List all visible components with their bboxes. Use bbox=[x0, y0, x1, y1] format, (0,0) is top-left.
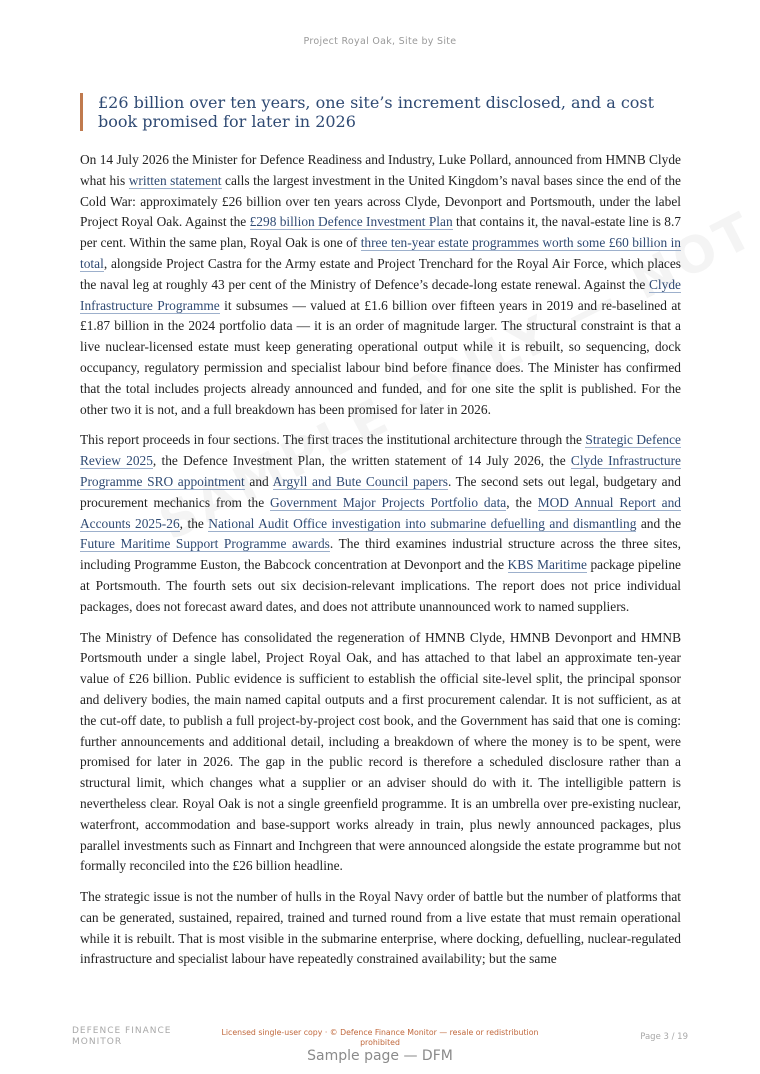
paragraph-1-text: On 14 July 2026 the Minister for Defence Readiness and Industry, Luke Pollard, announced from HMNB Clyde what his bbox=[80, 152, 681, 188]
section-heading-block bbox=[80, 93, 680, 131]
paragraph-2-text: package pipeline at Portsmouth. The fourth sets out six decision-relevant implications. The report does not price individual packages, does not forecast award dates, and does not attribute unannounced work to named suppliers. bbox=[80, 557, 681, 614]
paragraph-1-text: it subsumes — valued at £1.6 billion over fifteen years in 2019 and re-baselined at £1.87 billion in the 2024 portfolio data — it is an order of magnitude larger. The structural constraint is that a live nuclear-licensed estate must keep generating operational output while it is rebuilt, so sequencing, dock occupancy, regulatory permission and specialist labour bind before finance does. The Minister has confirmed that the total includes projects already announced and funded, and for one site the split is published. For the other two it is not, and a full breakdown has been promised for later in 2026. bbox=[80, 297, 682, 417]
paragraph-1-text: , alongside Project Castra for the Army estate and Project Trenchard for the Royal Air Force, which places the naval leg at roughly 43 per cent of the Ministry of Defence’s decade-long estate renewal. Against the bbox=[80, 255, 681, 292]
paragraph-2-text: and bbox=[244, 473, 273, 489]
section-heading: £26 billion over ten years, one site’s increment disclosed, and a cost book promised for later in 2026 bbox=[98, 93, 655, 131]
paragraph-2-text: This report proceeds in four sections. The first traces the institutional architecture through the bbox=[80, 432, 586, 448]
paragraph-4: The strategic issue is not the number of hulls in the Royal Navy order of battle but the number of platforms that can be generated, sustained, repaired, trained and turned round from a live estate that must remain operational while it is rebuilt. That is most visible in the submarine enterprise, where docking, defuelling, nuclear-regulated infrastructure and specialist labour have repeatedly constrained availability; but the same bbox=[80, 889, 681, 967]
link-nao-investigation[interactable]: National Audit Office investigation into submarine defuelling and dismantling bbox=[208, 515, 637, 531]
paragraph-1 bbox=[80, 150, 681, 420]
paragraph-2-text: , the bbox=[179, 515, 209, 531]
paragraph-2 bbox=[80, 430, 681, 617]
paragraph-1-text: that contains it, the naval-estate line is 8.7 per cent. Within the same plan, Royal Oak is one of bbox=[80, 214, 682, 251]
link-estate-programmes[interactable]: three ten-year estate programmes worth some £60 billion in total bbox=[80, 235, 681, 271]
paragraph-1-text: calls the largest investment in the United Kingdom’s naval bases since the end of the Cold War: approximately £26 billion over ten years across Clyde, Devonport and Portsmouth, under the label Project Royal Oak. Against the bbox=[80, 172, 681, 230]
paragraph-2-text: . The third examines industrial structure across the three sites, including Programme Euston, the Babcock concentration at Devonport and the bbox=[80, 536, 681, 573]
footer-license-line-2: prohibited bbox=[360, 1038, 400, 1047]
link-council-papers[interactable]: Argyll and Bute Council papers bbox=[272, 473, 448, 489]
link-defence-investment-plan[interactable]: £298 billion Defence Investment Plan bbox=[249, 214, 453, 230]
paragraph-2-text: . The second sets out legal, budgetary and procurement mechanics from the bbox=[80, 473, 681, 510]
link-sro-appointment[interactable]: Clyde Infrastructure Programme SRO appointment bbox=[80, 453, 681, 489]
footer-brand bbox=[72, 1026, 192, 1048]
link-strategic-defence-review[interactable]: Strategic Defence Review 2025 bbox=[80, 432, 681, 469]
sample-page-label: Sample page — DFM bbox=[307, 1048, 453, 1064]
paragraph-2-text: , the bbox=[506, 494, 538, 510]
link-written-statement[interactable]: written statement bbox=[128, 172, 222, 188]
link-clyde-infrastructure-programme[interactable]: Clyde Infrastructure Programme bbox=[80, 276, 681, 313]
body-content bbox=[80, 150, 681, 980]
link-mod-annual-report[interactable]: MOD Annual Report and Accounts 2025-26 bbox=[80, 494, 681, 531]
paragraph-3: The Ministry of Defence has consolidated the regeneration of HMNB Clyde, HMNB Devonport and HMNB Portsmouth under a single label, Project Royal Oak, and has attached to that label an approximate ten-year value of £26 billion. Public evidence is sufficient to establish the official site-level split, the principal sponsor and delivery bodies, the main named capital outputs and a first procurement calendar. It is not sufficient, as at the cut-off date, to publish a full project-by-project cost book, and the Government has said that one is coming: further announcements and additional detail, including a breakdown of where the money is to be spent, were promised for later in 2026. The gap in the public record is therefore a scheduled disclosure rather than a structural limit, which changes what a supplier or an adviser should do with it. The intelligible pattern is nevertheless clear. Royal Oak is not a single greenfield programme. It is an umbrella over pre-existing nuclear, waterfront, accommodation and base-support works already in train, plus newly announced packages, plus parallel investments such as Finnart and Inchgreen that were announced alongside the estate programme but not formally reconciled into the £26 billion headline. bbox=[80, 629, 681, 874]
footer-license-notice bbox=[220, 1028, 540, 1048]
running-header: Project Royal Oak, Site by Site bbox=[303, 36, 457, 47]
footer-brand-line-1: DEFENCE FINANCE bbox=[72, 1026, 172, 1036]
footer-license-line-1: Licensed single-user copy · © Defence Finance Monitor — resale or redistribution bbox=[221, 1028, 539, 1037]
link-kbs-maritime[interactable]: KBS Maritime bbox=[507, 557, 587, 573]
page-number: Page 3 / 19 bbox=[640, 1032, 688, 1042]
link-major-projects-portfolio[interactable]: Government Major Projects Portfolio data bbox=[270, 494, 507, 510]
paragraph-2-text: and the bbox=[636, 515, 682, 531]
link-fmsp-awards[interactable]: Future Maritime Support Programme awards bbox=[80, 536, 330, 552]
footer-brand-line-2: MONITOR bbox=[72, 1037, 123, 1047]
paragraph-2-text: , the Defence Investment Plan, the written statement of 14 July 2026, the bbox=[152, 453, 571, 469]
